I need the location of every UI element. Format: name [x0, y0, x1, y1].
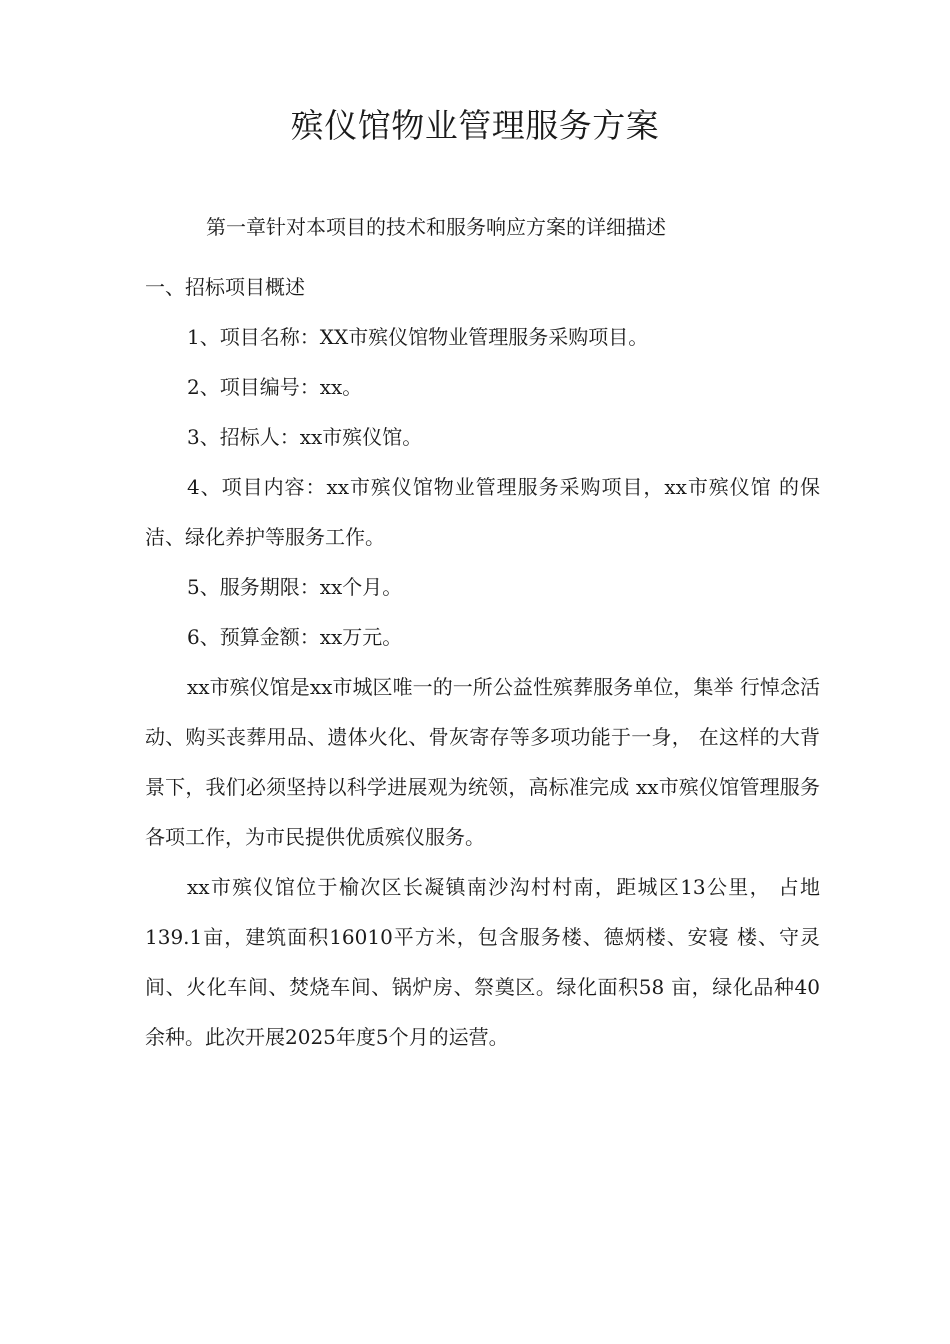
- body-paragraph-overview: xx市殡仪馆是xx市城区唯一的一所公益性殡葬服务单位，集举 行悼念活动、购买丧葬用品、遗体火化、骨灰寄存等多项功能于一身， 在这样的大背景下，我们必须坚持以科学进展观为统领，高标准完成 xx市殡仪馆管理服务各项工作，为市民提供优质殡仪服务。: [145, 675, 820, 849]
- list-item-project-name: 1、项目名称：XX市殡仪馆物业管理服务采购项目。: [187, 325, 649, 349]
- list-item-project-content: 4、项目内容：xx市殡仪馆物业管理服务采购项目，xx市殡仪馆 的保洁、绿化养护等服务工作。: [145, 475, 820, 549]
- chapter-heading: 第一章针对本项目的技术和服务响应方案的详细描述: [206, 215, 666, 239]
- list-item-budget: 6、预算金额：xx万元。: [187, 625, 403, 649]
- document-body: [145, 262, 820, 1062]
- list-item-project-number: 2、项目编号：xx。: [187, 375, 363, 399]
- section-heading: 一、招标项目概述: [145, 275, 305, 299]
- body-paragraph-location: xx市殡仪馆位于榆次区长凝镇南沙沟村村南，距城区13公里， 占地139.1亩，建筑面积16010平方米，包含服务楼、德炳楼、安寝 楼、守灵间、火化车间、焚烧车间、锅炉房、祭奠区。绿化面积58 亩，绿化品种40余种。此次开展2025年度5个月的运营。: [145, 875, 820, 1049]
- list-item-service-period: 5、服务期限：xx个月。: [187, 575, 403, 599]
- list-item-tenderer: 3、招标人：xx市殡仪馆。: [187, 425, 423, 449]
- document-title: 殡仪馆物业管理服务方案: [290, 106, 660, 145]
